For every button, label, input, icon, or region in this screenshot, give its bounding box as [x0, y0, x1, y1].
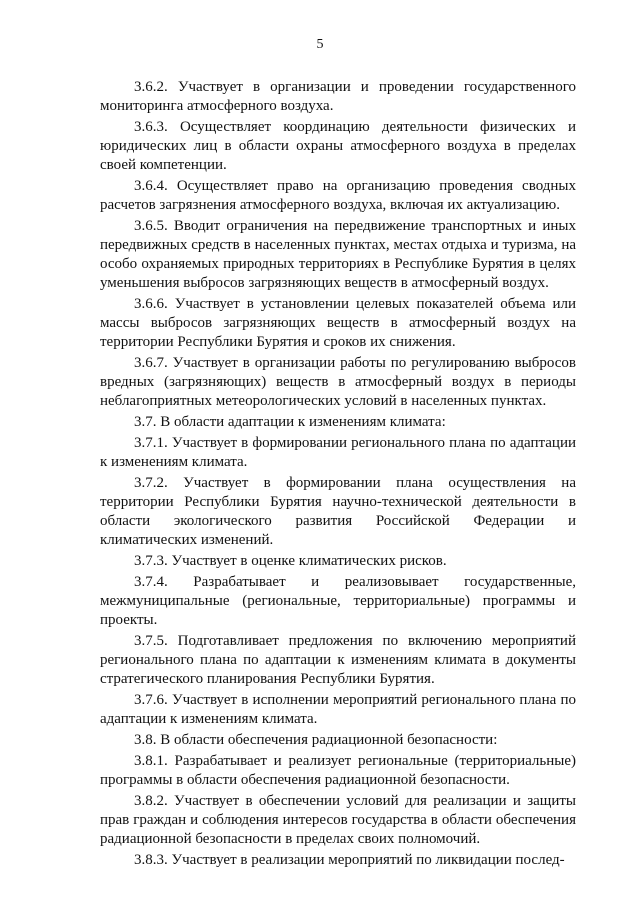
- paragraph: 3.7.4. Разрабатывает и реализовывает государственные, межмуниципальные (региональные, территориальные) программы и проекты.: [100, 574, 576, 628]
- paragraph: 3.6.2. Участвует в организации и проведении государственного мониторинга атмосферного воздуха.: [100, 79, 576, 114]
- paragraph: 3.7.1. Участвует в формировании регионального плана по адаптации к изменениям климата.: [100, 435, 576, 470]
- paragraph: 3.7.6. Участвует в исполнении мероприятий регионального плана по адаптации к изменениям климата.: [100, 692, 576, 727]
- paragraph: 3.7.5. Подготавливает предложения по включению мероприятий регионального плана по адаптации к изменениям климата в документы стратегического планирования Республики Бурятия.: [100, 633, 576, 687]
- paragraph: 3.7. В области адаптации к изменениям климата:: [134, 414, 446, 430]
- paragraph: 3.6.7. Участвует в организации работы по регулированию выбросов вредных (загрязняющих) веществ в атмосферный воздух в периоды неблагоприятных метеорологических условий в населенных пунктах.: [100, 355, 576, 409]
- paragraph: 3.7.3. Участвует в оценке климатических рисков.: [134, 553, 447, 569]
- paragraph: 3.7.2. Участвует в формировании плана осуществления на территории Республики Бурятия научно-технической деятельности в области экологического развития Российской Федерации и климатических изменений.: [100, 475, 576, 548]
- paragraph: 3.8. В области обеспечения радиационной безопасности:: [134, 732, 498, 748]
- paragraph: 3.6.4. Осуществляет право на организацию проведения сводных расчетов загрязнения атмосферного воздуха, включая их актуализацию.: [100, 178, 576, 213]
- paragraph: 3.6.3. Осуществляет координацию деятельности физических и юридических лиц в области охраны атмосферного воздуха в пределах своей компетенции.: [100, 119, 576, 173]
- paragraph: 3.8.2. Участвует в обеспечении условий для реализации и защиты прав граждан и соблюдения интересов государства в области обеспечения радиационной безопасности в пределах своих полномочий.: [100, 793, 576, 847]
- page-number: 5: [316, 37, 324, 52]
- paragraph: 3.6.6. Участвует в установлении целевых показателей объема или массы выбросов загрязняющих веществ в атмосферный воздух на территории Республики Бурятия и сроков их снижения.: [100, 296, 576, 350]
- document-body: [100, 78, 576, 872]
- paragraph: 3.8.3. Участвует в реализации мероприятий по ликвидации послед-: [134, 852, 565, 868]
- paragraph: 3.6.5. Вводит ограничения на передвижение транспортных и иных передвижных средств в населенных пунктах, местах отдыха и туризма, на особо охраняемых природных территориях в Республике Бурятия в целях уменьшения выбросов загрязняющих веществ в атмосферный воздух.: [100, 218, 576, 291]
- paragraph: 3.8.1. Разрабатывает и реализует региональные (территориальные) программы в области обеспечения радиационной безопасности.: [100, 753, 576, 788]
